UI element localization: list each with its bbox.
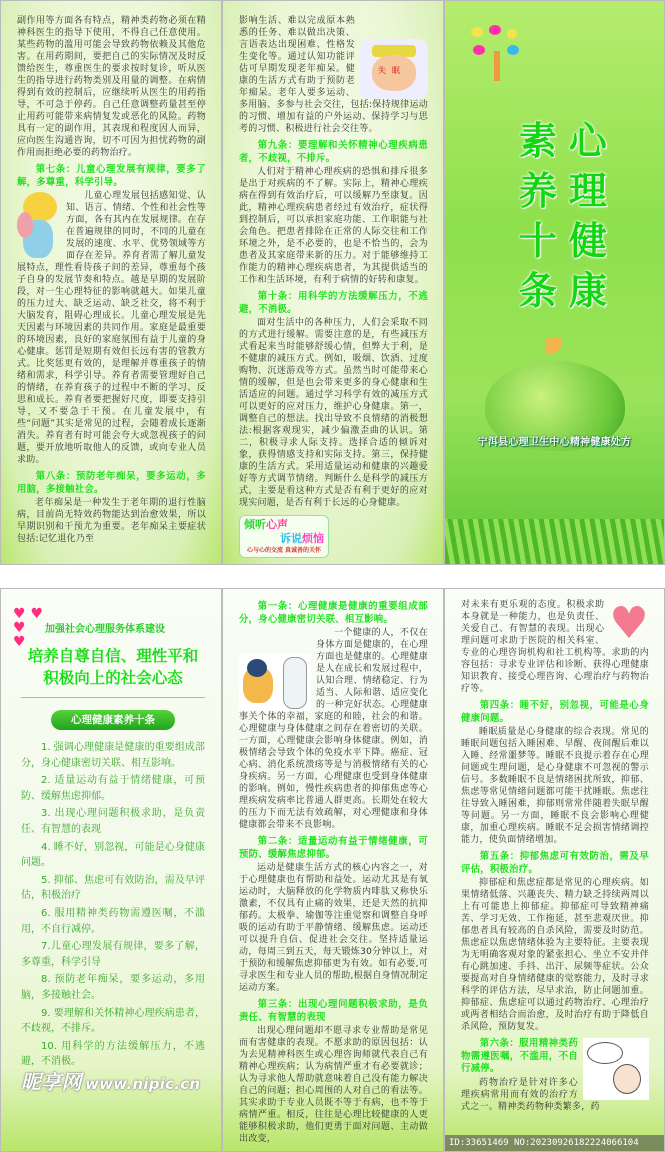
badge-small-text: 心与心的交流 真诚善的关怀 — [246, 547, 322, 554]
badge-text: 烦恼 — [302, 532, 324, 545]
watermark-site-name: 昵享网 — [21, 1069, 82, 1094]
panel-bottom-right — [444, 588, 665, 1152]
list-item — [21, 906, 205, 937]
section-heading-10: 第十条：用科学的方法缓解压力，不逃避，不消极。 — [239, 291, 428, 315]
list-item-text: 6. 服用精神类药物需遵医嘱，不滥用，不自行减停。 — [21, 907, 205, 935]
subtitle: 加强社会心理服务体系建设 — [45, 624, 165, 635]
list-item-text: 10. 用科学的方法缓解压力，不逃避，不消极。 — [21, 1040, 205, 1068]
section-heading-4: 第四条：睡不好，别忽视，可能是心身健康问题。 — [461, 700, 649, 724]
list-item-text: 1. 强调心理健康是健康的重要组成部分，身心健康密切关联、相互影响。 — [21, 742, 205, 769]
section-heading-5: 第五条：抑郁焦虑可有效防治，需及早评估，积极治疗。 — [461, 851, 649, 875]
section-heading-3: 第三条：出现心理问题积极求助，是负责任、有智慧的表现 — [239, 999, 428, 1023]
list-item-text: 2. 适量运动有益于情绪健康，可预防、缓解焦虑抑郁。 — [21, 775, 205, 802]
title-char: 心 — [568, 119, 608, 163]
paragraph: 运动是健康生活方式的核心内容之一，对于心理健康也有帮助和益处。运动尤其是有氧运动时，大脑释放的化学物质内啡肽又称快乐激素，不仅具有止痛的效果，还是天然的抗抑郁药。太极拳、瑜伽等注重觉察和调整自身呼吸的运动有助于平静情绪、缓解焦虑。运动还可以提升自信、促进社会交往。坚持适量运动，每周三到五天，每天锻炼30分钟以上，对于预防和缓解焦虑抑郁更为有效。如有必要,可寻求医生和专业人员的帮助,根据自身情况制定运动方案。 — [239, 863, 428, 993]
paragraph: 影响生活、难以完成原本熟悉的任务、难以做出决策、言语表达出现困难、性格发生变化等。通过认知功能评估可早期发现老年痴呆。健康的生活方式有助于预防老年痴呆。老年人要多运动、多用脑、多参与社会交往，包括:保持规律运动的习惯、增加有益的户外运动、保持学习与思考的习惯、积极进行社会交往等。 — [239, 16, 428, 134]
title-char: 理 — [568, 169, 608, 213]
title-char: 康 — [568, 269, 608, 313]
organization-name: 宁洱县心理卫生中心精神健康处方 — [477, 437, 632, 448]
grass-decoration — [445, 519, 664, 564]
paragraph: 儿童心理发展包括感知觉、认知、语言、情绪、个性和社会性等方面，各有其内在发展规律。在存在普遍规律的同时，不同的儿童在发展的速度、水平、优势领域等方面存在差异。养育者需了解儿童发展特点，理性看待孩子间的差异，尊重每个孩子自身的发展节奏和特点。越是早期的发展阶段，对一生心理特征的影响就越大。如果儿童的压力过大、缺乏运动、缺乏社交，将不利于大脑发育，阻碍心理成长。儿童心理发展是先天因素与环境因素的共同作用。家庭是最重要的环境因素，良好的家庭氛围有益于儿童的身心健康。惩罚是短期有效但长远有害的管教方式。比奖惩更有效的，是理解并尊重孩子的情绪和需求，科学引导。养育者需要管理好自己的情绪，在养育孩子的过程中不断的学习、反思和成长。养育者要把握好尺度，即要支持引导，又不要急于干预。在儿童发展中，有些“问题”其实是常见的过程，会随着成长逐渐消失。养育者有时可能会夸大或忽视孩子的问题，要开放地听取他人的反馈，或向专业人员求助。 — [17, 191, 206, 465]
main-title-line-1: 培养自尊自信、理性平和 — [27, 647, 199, 665]
heart-icon: ♥ — [609, 598, 649, 649]
list-item — [21, 840, 205, 871]
paragraph: 药物治疗是针对许多心理疾病常用而有效的治疗方式之一。精神类药物种类繁多，药 — [461, 1077, 600, 1112]
panel-top-middle — [222, 0, 444, 565]
paragraph: 对未来有更乐观的态度。积极求助本身就是一种能力，也是负责任、关爱自己、有智慧的表现。出现心理问题可求助于医院的相关科室、专业的心理咨询机构和社工机构等。求助的内容包括：寻求专业评估和诊断、获得心理健康知识教育、接受心理咨询、心理治疗与药物治疗等。 — [461, 600, 649, 694]
list-item — [21, 939, 205, 970]
listen-badge — [239, 515, 329, 558]
title-char: 素 — [518, 119, 558, 163]
list-item — [21, 1039, 205, 1070]
divider — [21, 697, 205, 698]
section-pill: 心理健康素养十条 — [51, 710, 175, 730]
doctor-patient-illustration — [239, 653, 311, 711]
section-heading-9: 第九条：要理解和关怀精神心理疾病患者，不歧视，不排斥。 — [239, 140, 428, 164]
paragraph: 睡眠质量是心身健康的综合表现。常见的睡眠问题包括入睡困难、早醒、夜间醒后难以入睡、经常噩梦等。睡眠不良提示着存在心理问题或生理问题，是心身健康不可忽视的警示信号。多数睡眠不良是情绪困扰所致，抑郁、焦虑等常见情绪问题都可能干扰睡眠。焦虑往往导致入睡困难，抑郁则常常伴随着失眠早醒等问题。另一方面，睡眠不良会影响心理健康，加重心理疾病。睡眠不足会损害情绪调控能力，使负面情绪增加。 — [461, 727, 649, 845]
paragraph: 老年痴呆是一种发生于老年期的退行性脑病，目前尚无特效药物能达到治愈效果，所以早期识别和干预尤为重要。老年痴呆主要症状包括:记忆退化乃至 — [17, 498, 206, 544]
list-item — [21, 773, 205, 804]
paragraph: 一个健康的人，不仅在身体方面是健康的，在心理方面也是健康的。心理健康是人在成长和发展过程中，认知合理、情绪稳定、行为适当、人际和谐、适应变化的一种完好状态。心理健康事关个体的幸福，家庭的和睦，社会的和谐。心理健康与身体健康之间存在着密切的关联。一方面，心理健康会影响身体健康。例如，消极情绪会导致个体的免疫水平下降。癌症、冠心病、消化系统溃疡等是与消极情绪有关的心身疾病。另一方面，心理健康也受到身体健康的影响。例如，慢性疾病患者的抑郁焦虑等心理疾病发病率比普通人群更高。长期处在较大的压力下而无法有效疏解，对心理健康和身体健康都会带来不良影响。 — [239, 628, 428, 830]
paragraph: 抑郁症和焦虑症都是常见的心理疾病。如果情绪低落、兴趣丧失、精力缺乏持续两周以上有可能患上抑郁症。抑郁症可导致精神痛苦、学习无效、工作拖延，甚至悲观厌世。抑郁患者具有较高的自杀风险，需要及时防范。焦虑症以焦虑情绪体验为主要特征。主要表现为无明确客观对象的紧张担心、坐立不安并伴有心跳加速、手抖、出汗、尿频等症状。公众要提高对自身情绪健康的觉察能力，及时寻求科学的评估方法，尽早求治，防止问题加重。抑郁症、焦虑症可以通过药物治疗、心理治疗或两者相结合而治愈，及时治疗有助于降低自杀风险，预防复发。 — [461, 878, 649, 1032]
list-item-text: 3. 出现心理问题积极求助，是负责任、有智慧的表现 — [21, 808, 205, 835]
title-char: 条 — [518, 269, 558, 313]
section-heading-2: 第二条：适量运动有益于情绪健康，可预防、缓解焦虑抑郁。 — [239, 836, 428, 860]
panel-top-left — [0, 0, 222, 565]
section-heading-7: 第七条：儿童心理发展有规律，要多了解，多尊重，科学引导。 — [17, 164, 206, 188]
main-title-line-2: 积极向上的社会心态 — [43, 669, 183, 687]
section-heading-1: 第一条：心理健康是健康的重要组成部分，身心健康密切关联、相互影响。 — [239, 601, 428, 625]
panel-bottom-left — [0, 588, 222, 1152]
title-char: 养 — [518, 169, 558, 213]
panel-bottom-middle — [222, 588, 444, 1152]
paragraph: 副作用等方面各有特点，精神类药物必须在精神科医生的指导下使用，不得自己任意使用。某些药物的滥用可能会导致药物依赖及其他危害。在用药期间，要把自己的实际情况及时反馈给医生，尊重医生的要求按时复诊，听从医生的指导进行药物类别及用量的调整。在病情得到有效的控制后，应继续听从医生的用药指导，不可急于停药。自己任意调整药量甚至停止用药可能带来病情复发或恶化的风险。药物具有一定的副作用，其表现和程度因人而异，应向医生沟通咨询，切不可因为担忧药物的副作用而拒绝必要的药物治疗。 — [17, 16, 206, 158]
list-item-text: 8. 预防老年痴呆，要多运动，多用脑，多接触社会。 — [21, 974, 205, 1001]
list-item-text: 7.儿童心理发展有规律，要多了解，多尊重，科学引导 — [21, 941, 205, 968]
badge-text: 诉说 — [280, 532, 302, 545]
list-item — [21, 972, 205, 1003]
list-item-text: 5. 抑郁、焦虑可有效防治，需及早评估，积极治疗 — [21, 874, 205, 902]
list-item-text: 4. 睡不好，别忽视，可能是心身健康问题。 — [21, 841, 205, 869]
heart-tree-logo — [467, 23, 527, 83]
insomnia-sign: 失眠 — [378, 66, 406, 75]
badge-text: 心声 — [266, 518, 288, 531]
title-char: 十 — [518, 219, 558, 263]
list-item — [21, 873, 205, 904]
elderly-insomnia-illustration — [360, 39, 428, 99]
cover-title — [515, 119, 611, 313]
section-heading-8: 第八条：预防老年痴呆，要多运动，多用脑，多接触社会。 — [17, 471, 206, 495]
hearts-decoration: ♥ ♥ ♥ ♥ — [13, 606, 44, 650]
paragraph: 面对生活中的各种压力，人们会采取不同的方式进行缓解。需要注意的是，有些减压方式看起来当时能够舒缓心情，但弊大于利，是不健康的减压方式。例如，吸烟、饮酒、过度购物、沉迷游戏等方式。虽然当时可能带来心情的缓解，但是也会带来更多的身心健康和生活适应的问题。通过学习科学有效的减压方式可以更好的应对压力，维护心身健康。第一，调整自己的想法。找出导致不良情绪的消极想法:根据客观现实，减少偏激歪曲的认识。第二，积极寻求人际支持。选择合适的倾诉对象，获得情感支持和实际支持。第三，保持健康的生活方式。采用适量运动和健康的兴趣爱好等方式调节情绪。判断什么是科学的减压方式，主要是看这种方式是否有利于更好的应对现实问题，是否有利于长远的心身健康。 — [239, 318, 428, 508]
paragraph: 人们对于精神心理疾病的恐惧和排斥很多是出于对疾病的不了解。实际上，精神心理疾病在得到有效治疗后，可以缓解乃至康复。因此，精神心理疾病患者经过有效治疗，症状得到控制后，可以承担家庭功能、工作职能与社会角色。把患者排除在正常的人际交往和工作环境之外，是不必要的，也是不恰当的，会为患者及其家庭带来新的压力。对于能够维持工作能力的精神心理疾病患者，为其提供适当的工作和生活环境，有利于病情的好转和康复。 — [239, 167, 428, 285]
title-char: 健 — [568, 219, 608, 263]
section-heading-6: 第六条：服用精神类药物需遵医嘱，不滥用，不自行减停。 — [461, 1038, 578, 1074]
watermark-logo — [21, 1069, 205, 1094]
badge-text: 倾听 — [244, 518, 266, 531]
paragraph: 出现心理问题却不愿寻求专业帮助是常见而有害健康的表现。不愿求助的原因包括：认为去见精神科医生或心理咨询师就代表自己有精神心理疾病；认为病情严重才有必要就诊；认为寻求他人帮助就意味着自己没有能力解决自己的问题；担心周围的人对自己的看法等。其实求助于专业人员既不等于有病，也不等于病情严重。相反，往往是心理比较健康的人更能够积极求助，他们更勇于面对问题、主动做出改变， — [239, 1026, 428, 1144]
list-item — [21, 740, 205, 771]
list-item — [21, 806, 205, 837]
ten-items-list — [21, 740, 205, 1070]
watermark-id-bar: ID:33651469 NO:20230926182224066104 — [445, 1135, 664, 1151]
child-bear-illustration — [17, 192, 61, 262]
cover-panel — [444, 0, 665, 565]
list-item — [21, 1006, 205, 1037]
nurse-medicine-illustration — [583, 1038, 649, 1100]
watermark-url: www.nipic.cn — [85, 1074, 201, 1093]
butterfly-icon — [545, 337, 561, 353]
list-item-text: 9. 要理解和关怀精神心理疾病患者，不歧视，不排斥。 — [21, 1007, 205, 1035]
